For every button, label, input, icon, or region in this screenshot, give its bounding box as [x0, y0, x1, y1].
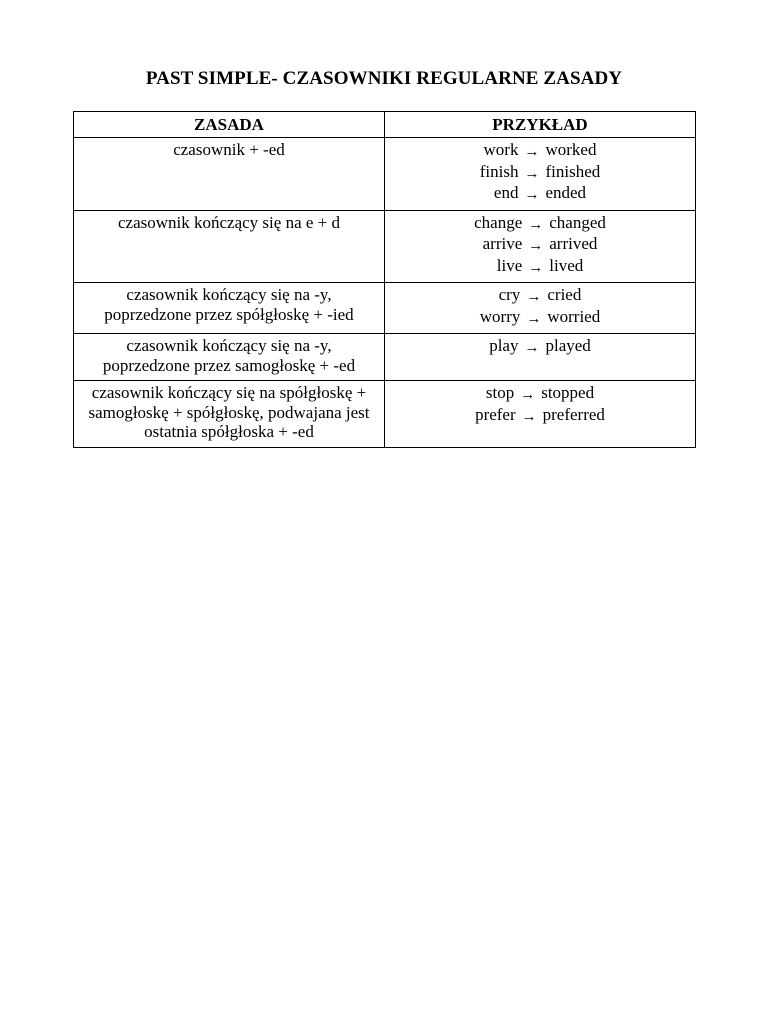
example-pair: [389, 256, 691, 278]
table-row: [74, 210, 696, 283]
arrow-icon: →: [526, 289, 542, 305]
past-verb: cried: [547, 285, 582, 304]
rule-text: czasownik kończący się na -y,: [126, 336, 332, 355]
past-verb: preferred: [542, 404, 605, 424]
example-cell: [385, 283, 696, 334]
example-pair: [389, 307, 691, 329]
past-verb: lived: [549, 255, 584, 275]
arrow-icon: →: [524, 165, 540, 182]
base-verb: live: [496, 255, 523, 275]
base-verb: end: [493, 183, 519, 202]
example-pair: [389, 162, 691, 184]
base-verb: worry: [479, 306, 521, 326]
arrow-icon: →: [524, 187, 540, 203]
past-verb: stopped: [541, 383, 595, 402]
past-verb: changed: [549, 212, 606, 232]
arrow-icon: →: [521, 408, 537, 425]
past-verb: worked: [545, 140, 597, 159]
example-cell: [385, 334, 696, 381]
rule-text: czasownik + -ed: [173, 140, 285, 159]
example-pair: [389, 336, 691, 358]
arrow-icon: →: [526, 310, 542, 327]
arrow-icon: →: [528, 259, 544, 276]
example-cell: [385, 138, 696, 211]
rule-text: poprzedzone przez samogłoskę + -ed: [102, 355, 356, 375]
past-verb: finished: [545, 161, 601, 181]
rule-text: ostatnia spółgłoska + -ed: [144, 422, 314, 441]
example-pair: [389, 183, 691, 205]
rule-cell: [74, 283, 385, 334]
base-verb: stop: [485, 383, 515, 402]
rule-text: samogłoskę + spółgłoskę, podwajana jest: [88, 402, 370, 422]
rule-cell: [74, 138, 385, 211]
arrow-icon: →: [528, 216, 544, 233]
past-verb: worried: [547, 306, 601, 326]
base-verb: cry: [498, 285, 521, 304]
rules-table: [73, 111, 696, 448]
base-verb: finish: [479, 161, 519, 181]
table-row: [74, 138, 696, 211]
document-title: PAST SIMPLE- CZASOWNIKI REGULARNE ZASADY: [145, 68, 623, 89]
header-rule: ZASADA: [74, 112, 385, 138]
past-verb: played: [545, 336, 591, 355]
example-pair: [389, 140, 691, 162]
table-row: [74, 334, 696, 381]
base-verb: arrive: [482, 234, 523, 253]
arrow-icon: →: [524, 340, 540, 356]
rule-text: czasownik kończący się na e + d: [118, 212, 340, 232]
rule-text: poprzedzone przez spółgłoskę + -ied: [104, 304, 354, 324]
example-pair: [389, 383, 691, 405]
example-pair: [389, 405, 691, 427]
example-pair: [389, 234, 691, 256]
rule-text: czasownik kończący się na -y,: [126, 285, 332, 304]
arrow-icon: →: [520, 387, 536, 403]
rule-text: czasownik kończący się na spółgłoskę +: [91, 383, 367, 402]
table-row: [74, 381, 696, 448]
arrow-icon: →: [528, 238, 544, 254]
table-header-row: [74, 112, 696, 138]
base-verb: change: [474, 212, 523, 232]
example-cell: [385, 381, 696, 448]
header-example: PRZYKŁAD: [385, 112, 696, 138]
example-pair: [389, 213, 691, 235]
past-verb: ended: [545, 183, 587, 202]
rule-cell: [74, 381, 385, 448]
rule-cell: [74, 210, 385, 283]
base-verb: play: [489, 336, 519, 355]
base-verb: prefer: [475, 404, 516, 424]
rule-cell: [74, 334, 385, 381]
past-verb: arrived: [549, 234, 598, 253]
table-row: [74, 283, 696, 334]
base-verb: work: [483, 140, 519, 159]
example-cell: [385, 210, 696, 283]
arrow-icon: →: [524, 144, 540, 160]
example-pair: [389, 285, 691, 307]
